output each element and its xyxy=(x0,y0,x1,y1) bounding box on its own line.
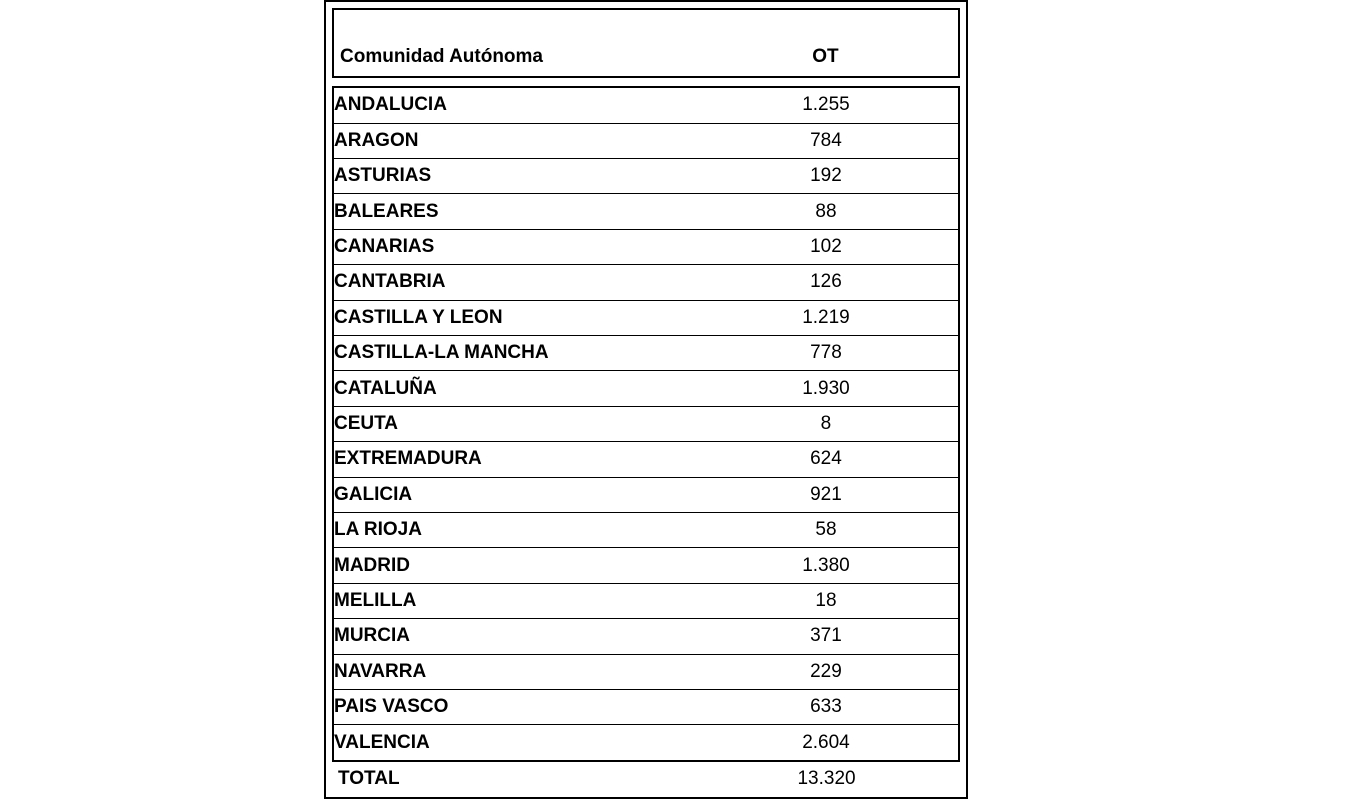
table-header xyxy=(332,8,960,78)
table-row xyxy=(333,477,959,512)
table-row xyxy=(333,689,959,724)
table-row xyxy=(333,300,959,335)
row-ot-value: 921 xyxy=(694,477,959,512)
table-row xyxy=(333,406,959,441)
table-row xyxy=(333,194,959,229)
row-community: NAVARRA xyxy=(333,654,694,689)
table-row xyxy=(333,654,959,689)
total-value: 13.320 xyxy=(797,767,856,789)
row-community: CASTILLA-LA MANCHA xyxy=(333,336,694,371)
data-table xyxy=(332,86,960,762)
row-community: VALENCIA xyxy=(333,725,694,761)
row-ot-value: 778 xyxy=(694,336,959,371)
row-community: CATALUÑA xyxy=(333,371,694,406)
table-row xyxy=(333,87,959,123)
row-community: LA RIOJA xyxy=(333,512,694,547)
row-community: ARAGON xyxy=(333,123,694,158)
table-container xyxy=(324,0,968,799)
row-ot-value: 1.255 xyxy=(694,87,959,123)
row-ot-value: 18 xyxy=(694,583,959,618)
table-row xyxy=(333,159,959,194)
row-community: MELILLA xyxy=(333,583,694,618)
row-community: ANDALUCIA xyxy=(333,87,694,123)
table-row xyxy=(333,265,959,300)
row-community: BALEARES xyxy=(333,194,694,229)
total-label: TOTAL xyxy=(338,767,400,789)
row-ot-value: 58 xyxy=(694,512,959,547)
table-row xyxy=(333,548,959,583)
row-community: CEUTA xyxy=(333,406,694,441)
total-row xyxy=(332,760,960,797)
row-ot-value: 784 xyxy=(694,123,959,158)
row-ot-value: 126 xyxy=(694,265,959,300)
table-row xyxy=(333,123,959,158)
table-row xyxy=(333,442,959,477)
row-ot-value: 102 xyxy=(694,229,959,264)
table-row xyxy=(333,336,959,371)
row-ot-value: 371 xyxy=(694,619,959,654)
row-community: CANARIAS xyxy=(333,229,694,264)
row-community: PAIS VASCO xyxy=(333,689,694,724)
header-ot: OT xyxy=(812,46,839,67)
row-ot-value: 1.380 xyxy=(694,548,959,583)
row-ot-value: 633 xyxy=(694,689,959,724)
row-community: CASTILLA Y LEON xyxy=(333,300,694,335)
table-row xyxy=(333,371,959,406)
row-community: GALICIA xyxy=(333,477,694,512)
table-row xyxy=(333,512,959,547)
row-community: CANTABRIA xyxy=(333,265,694,300)
row-ot-value: 229 xyxy=(694,654,959,689)
table-row xyxy=(333,725,959,761)
row-ot-value: 624 xyxy=(694,442,959,477)
table-row xyxy=(333,583,959,618)
row-ot-value: 1.930 xyxy=(694,371,959,406)
row-ot-value: 88 xyxy=(694,194,959,229)
row-ot-value: 8 xyxy=(694,406,959,441)
row-ot-value: 1.219 xyxy=(694,300,959,335)
row-ot-value: 2.604 xyxy=(694,725,959,761)
header-community: Comunidad Autónoma xyxy=(340,46,543,67)
table-body xyxy=(333,87,959,761)
row-community: MURCIA xyxy=(333,619,694,654)
row-community: EXTREMADURA xyxy=(333,442,694,477)
row-community: ASTURIAS xyxy=(333,159,694,194)
row-ot-value: 192 xyxy=(694,159,959,194)
table-row xyxy=(333,619,959,654)
row-community: MADRID xyxy=(333,548,694,583)
table-row xyxy=(333,229,959,264)
